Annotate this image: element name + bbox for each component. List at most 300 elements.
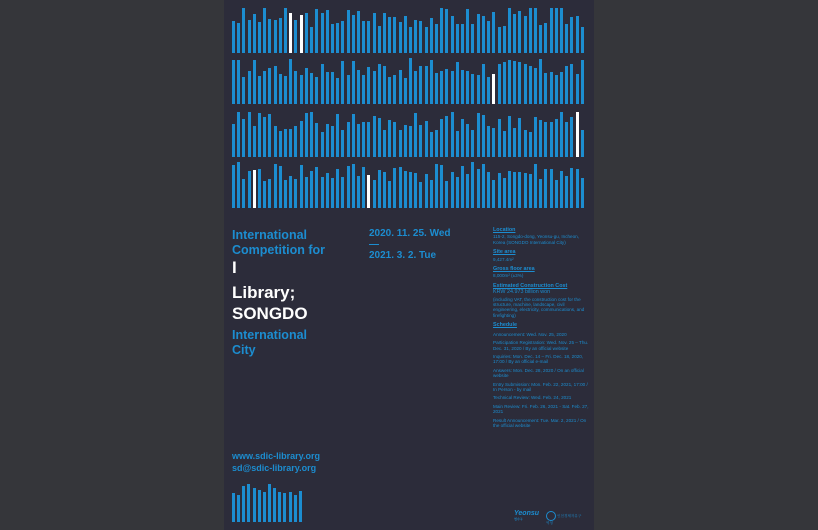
barcode-bar bbox=[247, 484, 250, 522]
barcode-bar bbox=[513, 172, 516, 208]
barcode-bar bbox=[560, 72, 563, 104]
barcode-bar bbox=[383, 13, 386, 53]
barcode-row-5 bbox=[232, 484, 304, 522]
barcode-bar bbox=[347, 166, 350, 208]
barcode-bar bbox=[388, 120, 391, 157]
barcode-bar bbox=[581, 27, 584, 53]
barcode-bar bbox=[565, 66, 568, 104]
contact-links bbox=[232, 450, 320, 474]
barcode-bar bbox=[393, 122, 396, 157]
location-heading: Location bbox=[493, 227, 516, 233]
schedule-item: Participation Registration: Wed. Nov. 25 – Thu. Dec. 31, 2020 / By an official website bbox=[493, 340, 589, 351]
barcode-bar bbox=[581, 60, 584, 104]
barcode-bar bbox=[248, 71, 251, 104]
barcode-bar bbox=[419, 21, 422, 53]
barcode-bar bbox=[326, 173, 329, 208]
barcode-bar bbox=[482, 115, 485, 157]
title-line-1: International bbox=[232, 228, 308, 242]
barcode-bar bbox=[425, 27, 428, 53]
barcode-bar bbox=[331, 24, 334, 53]
gross-floor-area-value: 8,000m² (±3%) bbox=[493, 273, 524, 279]
barcode-bar bbox=[503, 178, 506, 208]
barcode-bar bbox=[477, 113, 480, 157]
barcode-bar bbox=[550, 122, 553, 157]
barcode-bar bbox=[253, 488, 256, 522]
barcode-bar bbox=[331, 72, 334, 104]
barcode-bar bbox=[393, 75, 396, 104]
barcode-bar bbox=[283, 493, 286, 522]
barcode-bar bbox=[237, 162, 240, 208]
barcode-bar bbox=[565, 24, 568, 53]
barcode-bar bbox=[352, 61, 355, 104]
barcode-bar bbox=[539, 59, 542, 104]
barcode-bar bbox=[498, 119, 501, 157]
barcode-bar bbox=[471, 162, 474, 208]
barcode-bar bbox=[373, 71, 376, 104]
barcode-bar bbox=[560, 8, 563, 53]
barcode-bar bbox=[524, 64, 527, 104]
barcode-bar bbox=[524, 130, 527, 157]
barcode-bar bbox=[321, 13, 324, 53]
barcode-bar bbox=[487, 172, 490, 208]
barcode-bar bbox=[492, 12, 495, 53]
barcode-bar bbox=[258, 76, 261, 104]
barcode-bar bbox=[263, 117, 266, 157]
yeonsu-logo-text: Yeonsu bbox=[514, 510, 540, 517]
barcode-bar bbox=[435, 130, 438, 157]
barcode-bar bbox=[445, 116, 448, 157]
barcode-bar bbox=[508, 8, 511, 53]
barcode-bar bbox=[550, 169, 553, 208]
barcode-bar bbox=[498, 64, 501, 104]
barcode-bar bbox=[289, 13, 292, 53]
barcode-bar bbox=[258, 22, 261, 53]
barcode-bar bbox=[544, 122, 547, 157]
title-line-7: City bbox=[232, 343, 256, 357]
barcode-bar bbox=[268, 484, 271, 522]
barcode-bar bbox=[477, 14, 480, 53]
barcode-bar bbox=[336, 78, 339, 104]
barcode-bar bbox=[362, 21, 365, 53]
barcode-bar bbox=[466, 124, 469, 157]
date-dash: — bbox=[369, 239, 379, 250]
barcode-bar bbox=[263, 71, 266, 104]
ifez-emblem-icon bbox=[546, 511, 556, 521]
barcode-bar bbox=[232, 493, 235, 522]
barcode-bar bbox=[232, 21, 235, 53]
barcode-bar bbox=[581, 178, 584, 208]
barcode-bar bbox=[336, 23, 339, 53]
barcode-bar bbox=[508, 171, 511, 208]
barcode-bar bbox=[341, 21, 344, 53]
barcode-bar bbox=[242, 486, 245, 522]
barcode-bar bbox=[534, 68, 537, 104]
barcode-bar bbox=[461, 166, 464, 208]
barcode-bar bbox=[274, 164, 277, 208]
barcode-bar bbox=[305, 113, 308, 157]
barcode-bar bbox=[440, 165, 443, 208]
barcode-bar bbox=[284, 8, 287, 53]
barcode-bar bbox=[321, 177, 324, 208]
barcode-bar bbox=[529, 8, 532, 53]
barcode-bar bbox=[232, 165, 235, 208]
schedule-item: Main Review: Fri. Feb. 26, 2021 - Sat. Feb. 27, 2021 bbox=[493, 403, 589, 415]
barcode-bar bbox=[508, 60, 511, 104]
barcode-bar bbox=[237, 495, 240, 522]
barcode-bar bbox=[232, 60, 235, 104]
date-start: 2020. 11. 25. Wed bbox=[369, 228, 451, 239]
barcode-bar bbox=[404, 78, 407, 104]
barcode-bar bbox=[581, 130, 584, 157]
barcode-bar bbox=[274, 126, 277, 157]
barcode-bar bbox=[539, 25, 542, 53]
barcode-bar bbox=[258, 490, 261, 522]
barcode-bar bbox=[263, 492, 266, 522]
construction-cost-value: KRW 24.973 billion won bbox=[493, 289, 551, 296]
date-end: 2021. 3. 2. Tue bbox=[369, 250, 437, 261]
barcode-bar bbox=[326, 124, 329, 157]
barcode-bar bbox=[279, 166, 282, 208]
barcode-bar bbox=[383, 130, 386, 157]
barcode-bar bbox=[326, 10, 329, 53]
schedule-item: Technical Review: Wed. Feb. 24, 2021 bbox=[493, 395, 572, 401]
construction-cost-heading: Estimated Construction Cost bbox=[493, 282, 568, 289]
barcode-bar bbox=[357, 70, 360, 104]
barcode-bar bbox=[294, 71, 297, 104]
barcode-bar bbox=[362, 75, 365, 104]
barcode-bar bbox=[414, 20, 417, 53]
date-range bbox=[369, 228, 451, 261]
barcode-bar bbox=[529, 66, 532, 104]
barcode-bar bbox=[451, 112, 454, 157]
barcode-bar bbox=[378, 118, 381, 157]
barcode-bar bbox=[419, 125, 422, 157]
barcode-bar bbox=[341, 177, 344, 208]
barcode-bar bbox=[503, 62, 506, 104]
barcode-bar bbox=[513, 14, 516, 53]
barcode-bar bbox=[331, 126, 334, 157]
barcode-bar bbox=[284, 129, 287, 157]
location-value: 115-2, Songdo-dong, Yeonsu-gu, Incheon, Korea (SONGDO International City) bbox=[493, 234, 579, 245]
barcode-bar bbox=[294, 179, 297, 208]
barcode-bar bbox=[435, 164, 438, 208]
barcode-bar bbox=[518, 172, 521, 208]
barcode-bar bbox=[419, 66, 422, 104]
barcode-bar bbox=[482, 64, 485, 104]
barcode-bar bbox=[274, 66, 277, 104]
barcode-bar bbox=[310, 27, 313, 53]
barcode-bar bbox=[576, 112, 579, 157]
barcode-bar bbox=[352, 114, 355, 157]
site-area-heading: Site area bbox=[493, 249, 516, 256]
barcode-bar bbox=[373, 180, 376, 208]
barcode-bar bbox=[305, 68, 308, 104]
barcode-bar bbox=[289, 59, 292, 104]
barcode-bar bbox=[492, 128, 495, 157]
barcode-bar bbox=[440, 71, 443, 104]
barcode-bar bbox=[492, 180, 495, 208]
barcode-bar bbox=[378, 64, 381, 104]
barcode-bar bbox=[300, 75, 303, 104]
barcode-bar bbox=[310, 73, 313, 104]
email-link[interactable]: sd@sdic-library.org bbox=[232, 463, 317, 473]
barcode-bar bbox=[430, 18, 433, 53]
barcode-bar bbox=[393, 17, 396, 53]
barcode-row-1 bbox=[232, 7, 586, 53]
barcode-bar bbox=[550, 8, 553, 53]
barcode-bar bbox=[550, 72, 553, 104]
barcode-bar bbox=[576, 169, 579, 208]
barcode-bar bbox=[367, 175, 370, 208]
barcode-bar bbox=[253, 126, 256, 157]
barcode-bar bbox=[237, 60, 240, 104]
barcode-bar bbox=[435, 24, 438, 53]
schedule-item: Announcement: Wed. Nov. 25, 2020 bbox=[493, 331, 567, 337]
barcode-bar bbox=[534, 164, 537, 208]
barcode-bar bbox=[544, 23, 547, 53]
barcode-bar bbox=[570, 168, 573, 208]
barcode-bar bbox=[513, 128, 516, 157]
barcode-bar bbox=[451, 71, 454, 104]
barcode-bar bbox=[253, 60, 256, 104]
barcode-bar bbox=[274, 20, 277, 53]
barcode-bar bbox=[555, 119, 558, 157]
barcode-bar bbox=[456, 177, 459, 208]
barcode-bar bbox=[404, 125, 407, 157]
barcode-bar bbox=[284, 76, 287, 104]
barcode-bar bbox=[248, 171, 251, 208]
barcode-bar bbox=[555, 180, 558, 208]
barcode-bar bbox=[445, 69, 448, 104]
barcode-bar bbox=[404, 16, 407, 53]
barcode-bar bbox=[373, 116, 376, 157]
barcode-bar bbox=[347, 75, 350, 104]
barcode-bar bbox=[461, 24, 464, 53]
barcode-bar bbox=[461, 119, 464, 157]
barcode-bar bbox=[414, 113, 417, 157]
barcode-bar bbox=[352, 164, 355, 208]
barcode-bar bbox=[336, 114, 339, 157]
barcode-bar bbox=[357, 11, 360, 53]
construction-cost-note: (including VAT, the construction cost for the structure, machine, landscape, civil engineering, electricity, communications, and firefighting) bbox=[493, 296, 585, 318]
barcode-bar bbox=[367, 67, 370, 104]
yeonsu-logo bbox=[514, 510, 539, 521]
barcode-bar bbox=[242, 179, 245, 208]
barcode-bar bbox=[544, 169, 547, 208]
poster bbox=[224, 0, 594, 530]
barcode-bar bbox=[477, 169, 480, 208]
info-column bbox=[493, 228, 591, 428]
gross-floor-area-heading: Gross floor area bbox=[493, 266, 535, 273]
barcode-row-3 bbox=[232, 111, 586, 157]
barcode-bar bbox=[471, 74, 474, 104]
barcode-bar bbox=[492, 74, 495, 104]
barcode-bar bbox=[456, 131, 459, 157]
barcode-bar bbox=[388, 17, 391, 53]
barcode-bar bbox=[315, 167, 318, 208]
barcode-bar bbox=[482, 16, 485, 53]
barcode-bar bbox=[378, 26, 381, 53]
ifez-logo-text: 인천경제자유구역청 bbox=[546, 513, 582, 525]
barcode-bar bbox=[409, 58, 412, 104]
title-line-4: Library; bbox=[232, 283, 296, 302]
barcode-bar bbox=[440, 119, 443, 157]
barcode-bar bbox=[524, 16, 527, 53]
barcode-bar bbox=[466, 174, 469, 208]
barcode-bar bbox=[242, 119, 245, 157]
barcode-bar bbox=[258, 113, 261, 157]
barcode-bar bbox=[518, 118, 521, 157]
barcode-bar bbox=[393, 168, 396, 208]
barcode-bar bbox=[248, 112, 251, 157]
barcode-bar bbox=[414, 173, 417, 208]
barcode-bar bbox=[357, 124, 360, 157]
barcode-bar bbox=[284, 180, 287, 208]
barcode-bar bbox=[399, 130, 402, 157]
barcode-bar bbox=[294, 20, 297, 53]
barcode-bar bbox=[461, 70, 464, 104]
barcode-bar bbox=[321, 132, 324, 157]
barcode-bar bbox=[430, 132, 433, 157]
barcode-bar bbox=[518, 62, 521, 104]
barcode-bar bbox=[347, 10, 350, 53]
barcode-bar bbox=[253, 170, 256, 208]
barcode-bar bbox=[300, 165, 303, 208]
barcode-bar bbox=[425, 121, 428, 157]
barcode-bar bbox=[331, 178, 334, 208]
barcode-bar bbox=[435, 73, 438, 104]
barcode-bar bbox=[425, 174, 428, 208]
schedule-item: Entry Submission: Mon. Feb. 22, 2021, 17:00 / In Person - by mail bbox=[493, 381, 588, 392]
barcode-bar bbox=[242, 8, 245, 53]
barcode-row-2 bbox=[232, 58, 586, 104]
barcode-bar bbox=[278, 492, 281, 522]
barcode-bar bbox=[237, 23, 240, 53]
barcode-bar bbox=[466, 71, 469, 104]
barcode-bar bbox=[539, 120, 542, 157]
barcode-bar bbox=[268, 19, 271, 53]
barcode-bar bbox=[518, 11, 521, 53]
title-line-3: I bbox=[232, 258, 237, 277]
barcode-bar bbox=[383, 66, 386, 104]
barcode-bar bbox=[451, 172, 454, 208]
barcode-bar bbox=[273, 488, 276, 522]
barcode-bar bbox=[367, 21, 370, 53]
barcode-bar bbox=[430, 60, 433, 104]
ifez-logo bbox=[546, 511, 584, 525]
barcode-bar bbox=[300, 15, 303, 53]
barcode-bar bbox=[279, 18, 282, 53]
barcode-bar bbox=[305, 177, 308, 208]
barcode-bar bbox=[268, 179, 271, 208]
barcode-bar bbox=[310, 112, 313, 157]
barcode-bar bbox=[404, 171, 407, 208]
barcode-bar bbox=[445, 181, 448, 208]
barcode-bar bbox=[471, 130, 474, 157]
barcode-bar bbox=[529, 132, 532, 157]
barcode-bar bbox=[310, 171, 313, 208]
barcode-bar bbox=[321, 64, 324, 104]
barcode-bar bbox=[565, 122, 568, 157]
barcode-bar bbox=[409, 27, 412, 53]
barcode-bar bbox=[336, 169, 339, 208]
barcode-bar bbox=[279, 74, 282, 104]
barcode-bar bbox=[279, 131, 282, 157]
barcode-bar bbox=[357, 176, 360, 208]
barcode-bar bbox=[242, 77, 245, 104]
barcode-bar bbox=[503, 26, 506, 53]
barcode-bar bbox=[534, 8, 537, 53]
barcode-bar bbox=[524, 173, 527, 208]
barcode-bar bbox=[466, 9, 469, 53]
barcode-bar bbox=[315, 9, 318, 53]
barcode-bar bbox=[383, 172, 386, 208]
barcode-bar bbox=[555, 8, 558, 53]
barcode-bar bbox=[388, 181, 391, 208]
barcode-bar bbox=[445, 9, 448, 53]
barcode-bar bbox=[565, 176, 568, 208]
barcode-bar bbox=[419, 182, 422, 208]
barcode-bar bbox=[315, 77, 318, 104]
barcode-bar bbox=[555, 75, 558, 104]
barcode-bar bbox=[425, 66, 428, 104]
title-line-6: International bbox=[232, 328, 308, 342]
barcode-bar bbox=[300, 121, 303, 157]
barcode-bar bbox=[477, 75, 480, 104]
barcode-bar bbox=[487, 21, 490, 53]
barcode-bar bbox=[570, 17, 573, 53]
barcode-bar bbox=[232, 124, 235, 157]
barcode-bar bbox=[539, 179, 542, 208]
barcode-bar bbox=[268, 68, 271, 104]
barcode-bar bbox=[456, 24, 459, 53]
barcode-bar bbox=[482, 164, 485, 208]
barcode-bar bbox=[576, 16, 579, 53]
barcode-bar bbox=[289, 176, 292, 208]
sponsor-logos bbox=[514, 510, 584, 524]
schedule-item: Result Announcement: Tue. Mar. 2, 2021 / On the official website bbox=[493, 417, 587, 428]
schedule-item: Answers: Mon. Dec. 28, 2020 / On an official website bbox=[493, 367, 584, 379]
barcode-bar bbox=[414, 71, 417, 104]
barcode-bar bbox=[451, 16, 454, 53]
barcode-bar bbox=[294, 126, 297, 157]
barcode-bar bbox=[456, 62, 459, 104]
barcode-bar bbox=[289, 129, 292, 157]
barcode-bar bbox=[362, 167, 365, 208]
barcode-bar bbox=[289, 492, 292, 522]
barcode-bar bbox=[576, 74, 579, 104]
barcode-bar bbox=[409, 126, 412, 157]
site-area-value: 9,427.4m² bbox=[493, 256, 514, 262]
barcode-bar bbox=[341, 130, 344, 157]
barcode-bar bbox=[508, 116, 511, 157]
barcode-bar bbox=[409, 172, 412, 208]
barcode-bar bbox=[373, 13, 376, 53]
barcode-bar bbox=[352, 15, 355, 53]
barcode-bar bbox=[399, 70, 402, 104]
barcode-bar bbox=[347, 122, 350, 157]
schedule-item: Inquiries: Mon. Dec. 14 – Fri. Dec. 18, 2020, 17:00 / By an official e-mail bbox=[493, 353, 584, 365]
barcode-bar bbox=[513, 61, 516, 104]
website-link[interactable]: www.sdic-library.org bbox=[232, 451, 321, 461]
title-line-5: SONGDO bbox=[232, 304, 308, 323]
barcode-bar bbox=[570, 117, 573, 157]
barcode-bar bbox=[440, 8, 443, 53]
barcode-bar bbox=[498, 173, 501, 208]
barcode-bar bbox=[294, 495, 297, 522]
title-line-2: Competition for bbox=[232, 243, 326, 257]
schedule-heading: Schedule bbox=[493, 322, 517, 329]
